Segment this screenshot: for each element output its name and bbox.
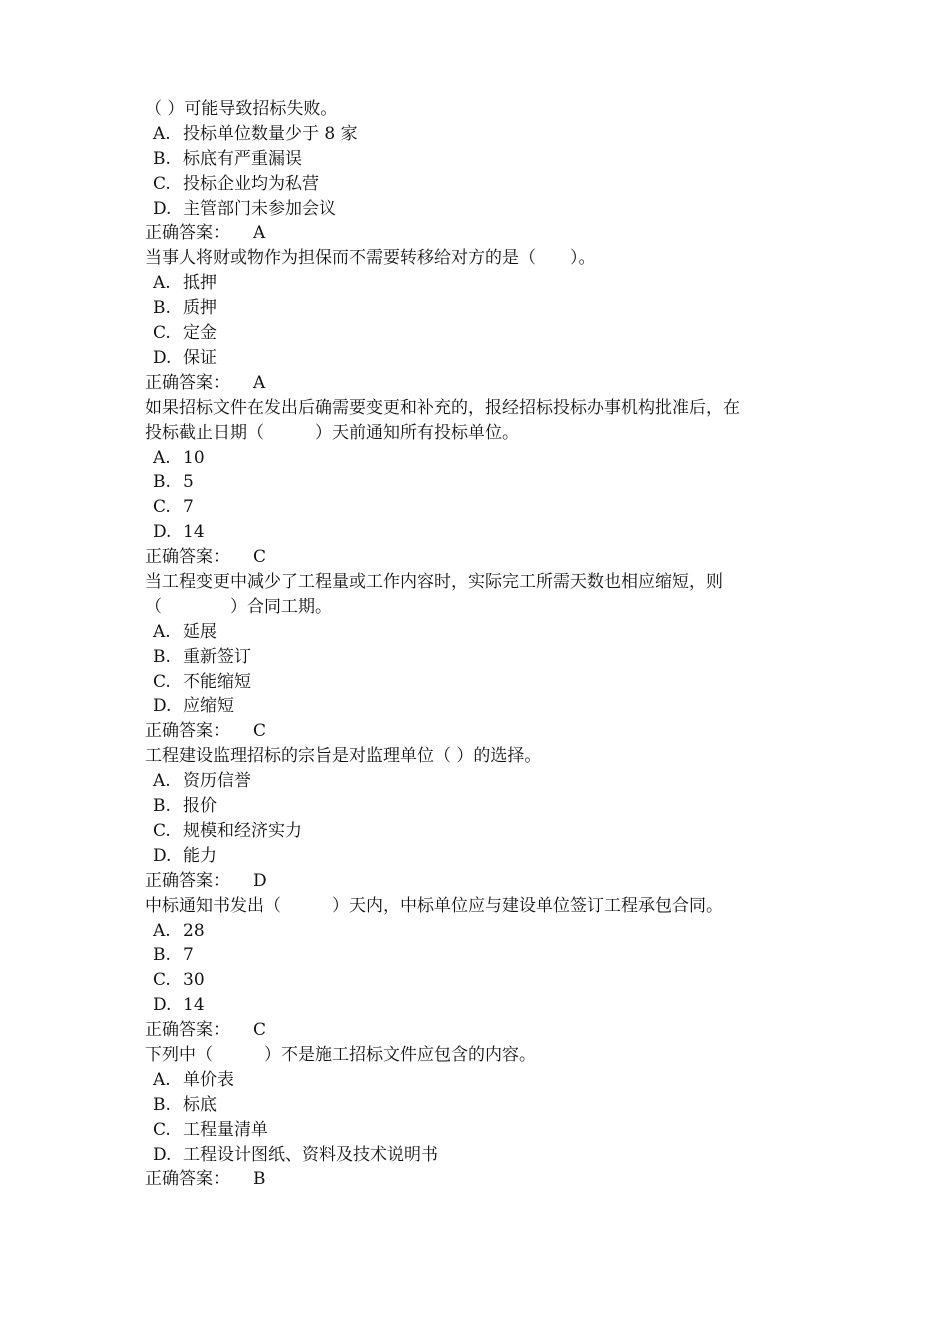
option-letter: D.	[153, 1144, 172, 1165]
option-letter: D.	[153, 696, 172, 717]
question-text: 当工程变更中减少了工程量或工作内容时，实际完工所需天数也相应缩短，则	[145, 571, 723, 592]
answer-value: C	[253, 1020, 267, 1041]
option-text: 投标单位数量少于 8 家	[183, 123, 358, 144]
option-letter: C.	[153, 173, 171, 194]
option-d	[145, 844, 825, 869]
option-text: 不能缩短	[183, 671, 251, 692]
option-text: 资历信誉	[183, 771, 251, 792]
option-b	[145, 147, 825, 172]
option-a	[145, 919, 825, 944]
option-letter: A.	[153, 123, 171, 144]
option-c	[145, 321, 825, 346]
option-letter: D.	[153, 995, 172, 1016]
option-letter: C.	[153, 497, 171, 518]
answer-value: A	[253, 223, 266, 244]
option-a	[145, 446, 825, 471]
option-text: 30	[183, 970, 205, 991]
answer-label: 正确答案：	[145, 1169, 230, 1190]
correct-answer	[145, 1167, 825, 1192]
option-text: 延展	[183, 621, 217, 642]
question-text: 工程建设监理招标的宗旨是对监理单位（ ）的选择。	[145, 746, 542, 767]
option-text: 10	[183, 447, 205, 468]
option-letter: B.	[153, 945, 171, 966]
question-block	[145, 246, 825, 395]
option-text: 主管部门未参加会议	[183, 198, 336, 219]
answer-value: A	[253, 372, 266, 393]
option-b	[145, 645, 825, 670]
question-text: （ ）合同工期。	[145, 596, 332, 617]
option-text: 单价表	[183, 1069, 234, 1090]
option-text: 定金	[183, 323, 217, 344]
option-letter: D.	[153, 845, 172, 866]
option-a	[145, 620, 825, 645]
question-text: 如果招标文件在发出后确需要变更和补充的，报经招标投标办事机构批准后，在	[145, 397, 740, 418]
option-d	[145, 993, 825, 1018]
option-letter: C.	[153, 820, 171, 841]
option-c	[145, 968, 825, 993]
option-a	[145, 1068, 825, 1093]
option-text: 工程设计图纸、资料及技术说明书	[183, 1144, 438, 1165]
option-letter: B.	[153, 1094, 171, 1115]
answer-label: 正确答案：	[145, 372, 230, 393]
option-a	[145, 122, 825, 147]
option-text: 规模和经济实力	[183, 820, 302, 841]
correct-answer	[145, 545, 825, 570]
option-letter: A.	[153, 621, 171, 642]
option-letter: A.	[153, 273, 171, 294]
option-b	[145, 794, 825, 819]
question-block	[145, 570, 825, 744]
question-block	[145, 97, 825, 246]
option-d	[145, 197, 825, 222]
option-letter: A.	[153, 447, 171, 468]
option-letter: C.	[153, 1119, 171, 1140]
option-text: 重新签订	[183, 646, 251, 667]
question-list	[145, 97, 825, 1192]
option-text: 28	[183, 920, 205, 941]
answer-value: C	[253, 547, 267, 568]
option-b	[145, 470, 825, 495]
option-c	[145, 1118, 825, 1143]
option-text: 应缩短	[183, 696, 234, 717]
option-c	[145, 819, 825, 844]
option-text: 保证	[183, 347, 217, 368]
option-letter: B.	[153, 646, 171, 667]
option-letter: C.	[153, 970, 171, 991]
question-block	[145, 396, 825, 570]
option-text: 7	[183, 497, 194, 518]
option-letter: A.	[153, 771, 171, 792]
option-d	[145, 1143, 825, 1168]
option-letter: A.	[153, 920, 171, 941]
option-text: 5	[183, 472, 194, 493]
question-text: 当事人将财或物作为担保而不需要转移给对方的是（ ）。	[145, 248, 596, 269]
option-text: 抵押	[183, 273, 217, 294]
option-text: 质押	[183, 298, 217, 319]
answer-value: D	[253, 870, 267, 891]
answer-label: 正确答案：	[145, 223, 230, 244]
option-b	[145, 1093, 825, 1118]
answer-label: 正确答案：	[145, 547, 230, 568]
answer-label: 正确答案：	[145, 721, 230, 742]
question-text: （ ）可能导致招标失败。	[145, 99, 338, 119]
option-c	[145, 670, 825, 695]
option-text: 标底	[183, 1094, 217, 1115]
option-c	[145, 495, 825, 520]
question-text: 下列中（ ）不是施工招标文件应包含的内容。	[145, 1044, 536, 1065]
answer-value: C	[253, 721, 267, 742]
option-text: 标底有严重漏误	[183, 148, 302, 169]
option-letter: D.	[153, 347, 172, 368]
option-text: 投标企业均为私营	[183, 173, 319, 194]
option-a	[145, 271, 825, 296]
option-letter: D.	[153, 522, 172, 543]
correct-answer	[145, 221, 825, 246]
option-text: 14	[183, 522, 205, 543]
option-text: 能力	[183, 845, 217, 866]
correct-answer	[145, 371, 825, 396]
option-d	[145, 520, 825, 545]
question-block	[145, 894, 825, 1043]
option-letter: A.	[153, 1069, 171, 1090]
question-text: 投标截止日期（ ）天前通知所有投标单位。	[145, 422, 519, 443]
option-d	[145, 346, 825, 371]
correct-answer	[145, 869, 825, 894]
option-letter: C.	[153, 671, 171, 692]
option-d	[145, 694, 825, 719]
option-c	[145, 172, 825, 197]
option-text: 7	[183, 945, 194, 966]
answer-value: B	[253, 1169, 266, 1190]
option-a	[145, 769, 825, 794]
correct-answer	[145, 719, 825, 744]
option-letter: B.	[153, 298, 171, 319]
question-block	[145, 1043, 825, 1192]
option-letter: D.	[153, 198, 172, 219]
answer-label: 正确答案：	[145, 870, 230, 891]
question-text: 中标通知书发出（ ）天内，中标单位应与建设单位签订工程承包合同。	[145, 895, 723, 916]
option-letter: B.	[153, 472, 171, 493]
option-text: 报价	[183, 796, 217, 817]
option-b	[145, 296, 825, 321]
answer-label: 正确答案：	[145, 1020, 230, 1041]
option-letter: C.	[153, 323, 171, 344]
question-block	[145, 744, 825, 893]
option-text: 工程量清单	[183, 1119, 268, 1140]
option-b	[145, 943, 825, 968]
option-letter: B.	[153, 796, 171, 817]
correct-answer	[145, 1018, 825, 1043]
option-letter: B.	[153, 148, 171, 169]
option-text: 14	[183, 995, 205, 1016]
